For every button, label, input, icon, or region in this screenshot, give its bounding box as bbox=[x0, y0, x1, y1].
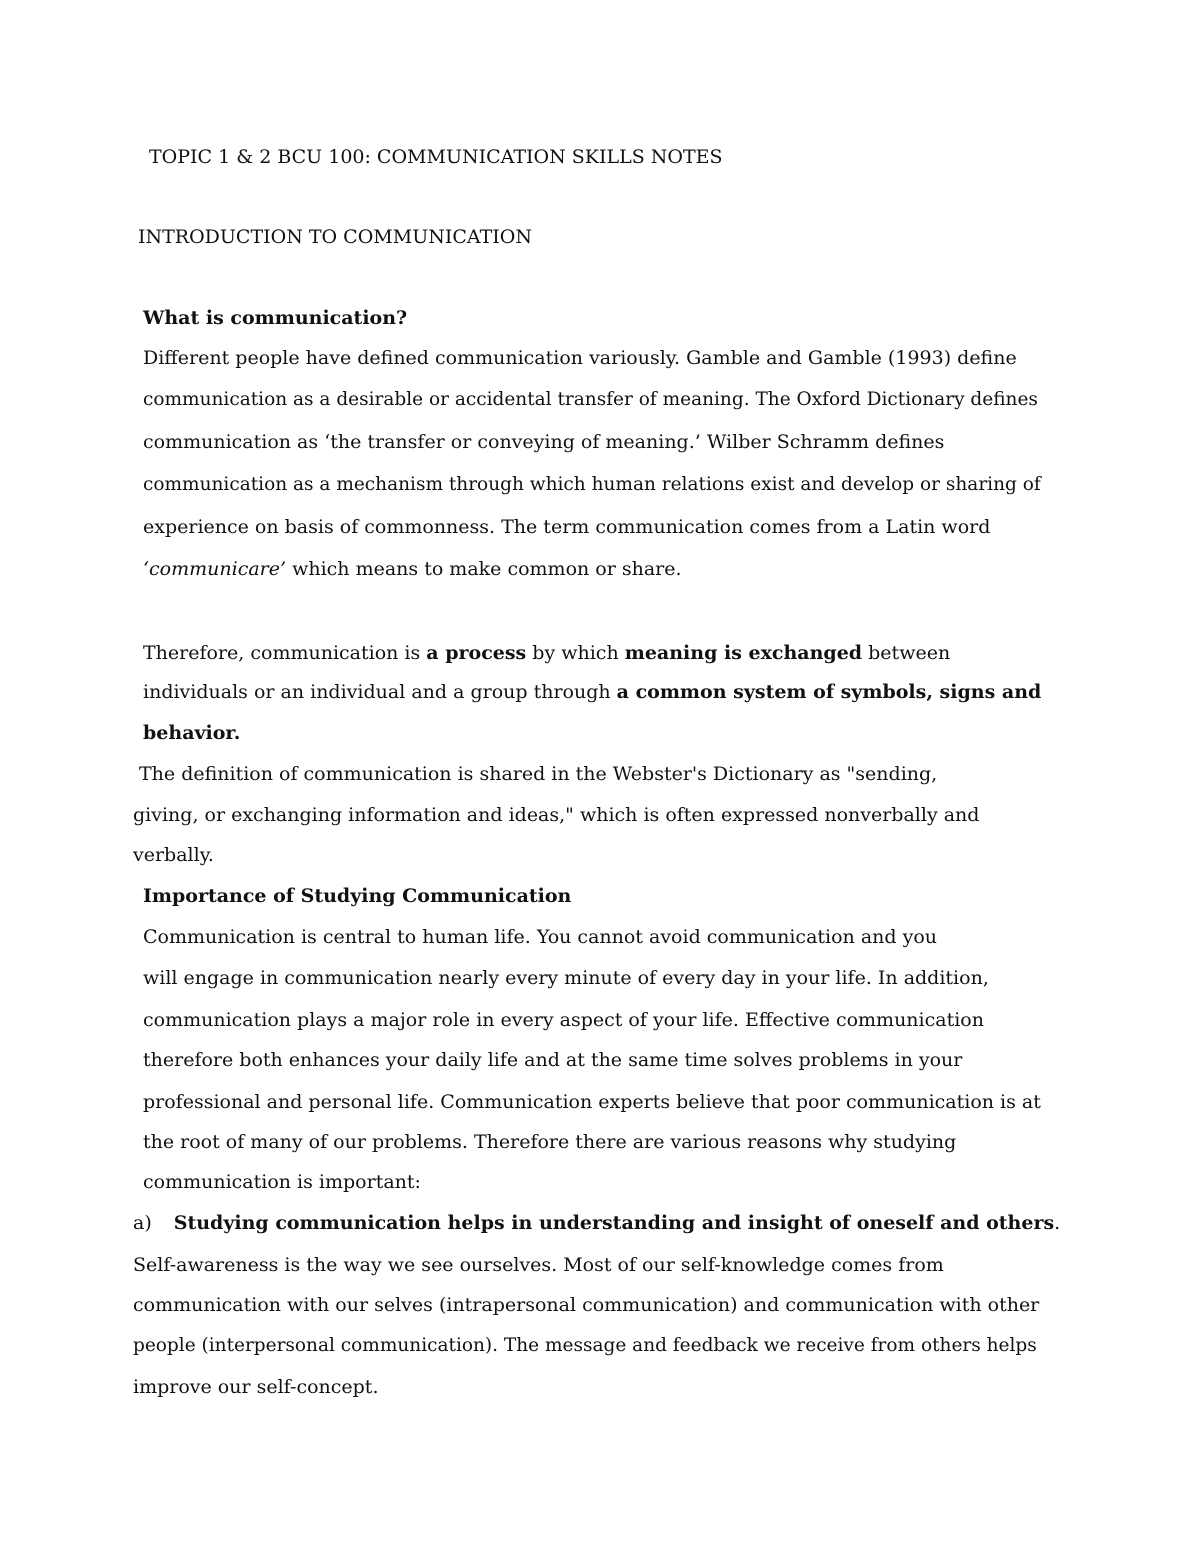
paragraph-line: Self-awareness is the way we see ourselves. Most of our self-knowledge comes from bbox=[133, 1254, 944, 1276]
list-item-title: Studying communication helps in understanding and insight of oneself and others bbox=[173, 1212, 1055, 1234]
paragraph-line: giving, or exchanging information and ideas," which is often expressed nonverbally and bbox=[133, 804, 980, 826]
list-marker: a) bbox=[133, 1212, 152, 1234]
paragraph-line: communication as ‘the transfer or conveying of meaning.’ Wilber Schramm defines bbox=[143, 431, 945, 453]
paragraph-text: which means to make common or share. bbox=[286, 558, 682, 580]
paragraph-text: between bbox=[862, 642, 951, 664]
emphasis-text: behavior. bbox=[143, 722, 241, 744]
definition-line bbox=[143, 680, 1041, 704]
paragraph-line: communication as a desirable or accidental transfer of meaning. The Oxford Dictionary defines bbox=[143, 389, 1038, 410]
paragraph-line: therefore both enhances your daily life and at the same time solves problems in your bbox=[143, 1049, 963, 1071]
paragraph-line: will engage in communication nearly every minute of every day in your life. In addition, bbox=[143, 967, 989, 989]
paragraph-text: . bbox=[1054, 1212, 1061, 1234]
paragraph-line: verbally. bbox=[133, 844, 214, 866]
paragraph-line: the root of many of our problems. Therefore there are various reasons why studying bbox=[143, 1131, 957, 1153]
paragraph-line: Different people have defined communication variously. Gamble and Gamble (1993) define bbox=[143, 347, 1017, 369]
importance-heading: Importance of Studying Communication bbox=[143, 885, 572, 907]
list-item bbox=[133, 1211, 1060, 1235]
paragraph-line: experience on basis of commonness. The term communication comes from a Latin word bbox=[143, 516, 991, 538]
paragraph-line: The definition of communication is shared in the Webster's Dictionary as "sending, bbox=[139, 763, 938, 785]
paragraph-line bbox=[143, 557, 682, 581]
paragraph-line: professional and personal life. Communication experts believe that poor communication is at bbox=[143, 1091, 1041, 1113]
definition-line bbox=[143, 721, 240, 745]
question-heading: What is communication? bbox=[143, 307, 408, 329]
latin-term: ‘communicare’ bbox=[143, 558, 287, 580]
section-heading: INTRODUCTION TO COMMUNICATION bbox=[138, 226, 532, 248]
paragraph-line: people (interpersonal communication). The message and feedback we receive from others helps bbox=[133, 1335, 1037, 1356]
paragraph-line: Communication is central to human life. You cannot avoid communication and you bbox=[143, 926, 938, 948]
definition-line bbox=[143, 641, 950, 665]
paragraph-line: communication with our selves (intrapersonal communication) and communication with other bbox=[133, 1294, 1040, 1316]
emphasis-text: meaning is exchanged bbox=[624, 642, 863, 664]
paragraph-line: communication plays a major role in every aspect of your life. Effective communication bbox=[143, 1009, 984, 1031]
emphasis-text: a common system of symbols, signs and bbox=[616, 681, 1042, 703]
paragraph-line: improve our self-concept. bbox=[133, 1376, 379, 1398]
document-title: TOPIC 1 & 2 BCU 100: COMMUNICATION SKILLS NOTES bbox=[149, 146, 723, 168]
paragraph-line: communication as a mechanism through which human relations exist and develop or sharing of bbox=[143, 474, 1041, 495]
paragraph-text: by which bbox=[526, 642, 625, 664]
paragraph-text: Therefore, communication is bbox=[143, 642, 427, 664]
paragraph-line: communication is important: bbox=[143, 1171, 421, 1193]
emphasis-text: a process bbox=[426, 642, 527, 664]
paragraph-text: individuals or an individual and a group through bbox=[143, 681, 617, 703]
